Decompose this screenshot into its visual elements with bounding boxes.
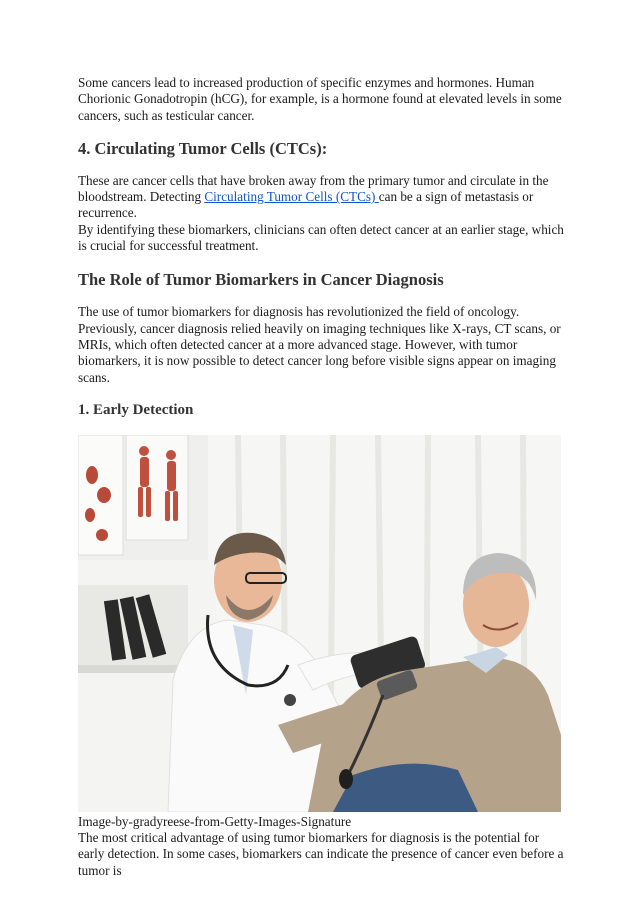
intro-paragraph: Some cancers lead to increased production of specific enzymes and hormones. Human Chorionic Gonadotropin (hCG), for example, is a hormone found at elevated levels in some cancers, such as testicular cancer.: [78, 75, 562, 123]
ctc-paragraph: [78, 173, 568, 222]
role-heading: The Role of Tumor Biomarkers in Cancer Diagnosis: [78, 270, 444, 290]
role-paragraph: The use of tumor biomarkers for diagnosis has revolutionized the field of oncology. Previously, cancer diagnosis relied heavily on imaging techniques like X-rays, CT scans, or MRIs, which often detected cancer at a more advanced stage. However, with tumor biomarkers, it is now possible to detect cancer long before visible signs appear on imaging scans.: [78, 304, 561, 385]
ctc-text-after: can be a sign of metastasis or recurrence.: [78, 189, 534, 221]
ctc-summary-paragraph: By identifying these biomarkers, clinicians can often detect cancer at an earlier stage, which is crucial for successful treatment.: [78, 221, 564, 254]
ctc-heading: 4. Circulating Tumor Cells (CTCs):: [78, 138, 328, 158]
early-detection-heading: 1. Early Detection: [78, 401, 194, 418]
document-page: [78, 75, 568, 879]
ctc-link[interactable]: Circulating Tumor Cells (CTCs): [204, 189, 379, 205]
photo-illustration: [78, 435, 561, 812]
early-detection-paragraph: The most critical advantage of using tumor biomarkers for diagnosis is the potential for early detection. In some cases, biomarkers can indicate the presence of cancer even before a tumor is: [78, 830, 564, 878]
ctc-text-before: These are cancer cells that have broken away from the primary tumor and circulate in the bloodstream. Detecting: [78, 172, 549, 205]
image-caption: Image-by-gradyreese-from-Getty-Images-Signature: [78, 813, 352, 829]
doctor-patient-photo: [78, 435, 561, 812]
